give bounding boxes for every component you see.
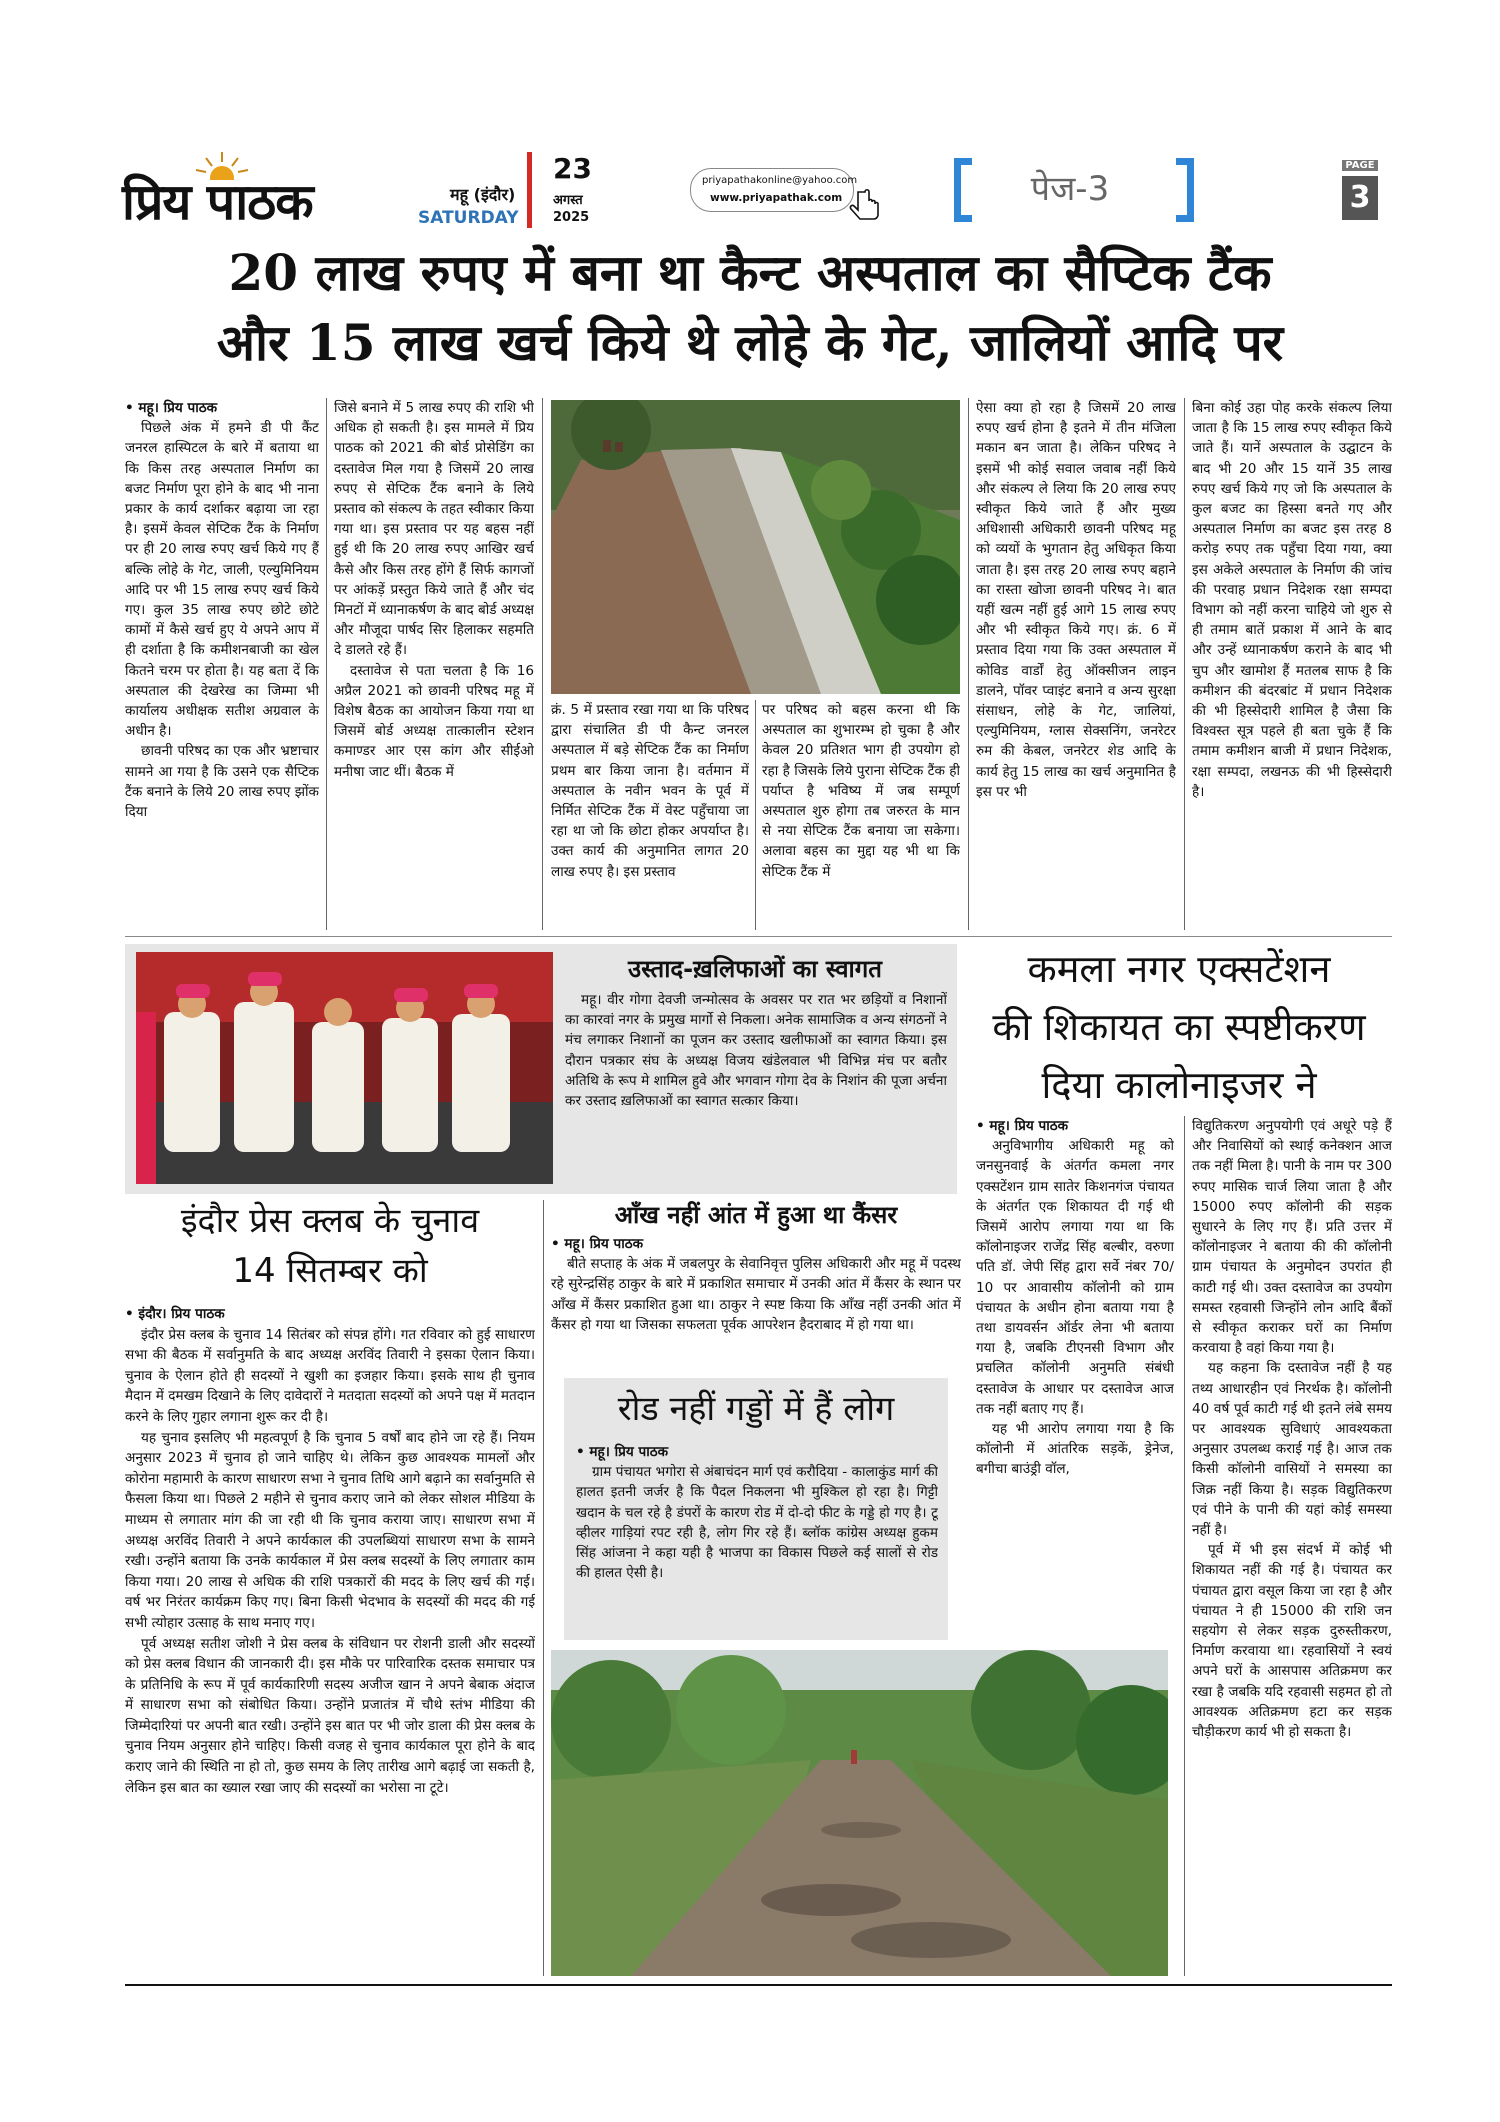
pressclub-headline-1: इंदौर प्रेस क्लब के चुनाव <box>180 1201 480 1241</box>
pressclub-headline-2: 14 सितम्बर को <box>232 1251 428 1291</box>
cancer-headline: आँख नहीं आंत में हुआ था कैंसर <box>614 1201 898 1229</box>
paragraph: पूर्व में भी इस संदर्भ में कोई भी शिकायत नहीं की गई है। पंचायत कर पंचायत द्वारा वसूल किया जा रहा है और पंचायत ने ही 15000 की राशि जन सहयोग से लेकर सड़क दुरुस्तीकरण, निर्माण करवाया था। रहवासियों ने स्वयं अपने घरों के आसपास अतिक्रमण कर रखा है जबकि यदि रहवासी सहमत हो तो आवश्यक अतिक्रमण हटा कर सड़क चौड़ीकरण कार्य भी हो सकता है। <box>1192 1542 1392 1741</box>
road-headline: रोड नहीं गड्डों में हैं लोग <box>617 1389 895 1429</box>
septic-tank-photo <box>551 400 960 694</box>
potholed-road-photo <box>551 1650 1168 1976</box>
column-divider <box>755 700 756 930</box>
column-divider <box>543 1200 544 1976</box>
column-divider <box>1184 398 1185 930</box>
date-divider <box>527 152 532 228</box>
paragraph: पर परिषद को बहस करना थी कि अस्पताल का शुभारम्भ हो चुका है और केवल 20 प्रतिशत भाग ही उपयोग हो रहा है जिसके लिये पुराना सेप्टिक टैंक ही पर्याप्त है भविष्य में जब सम्पूर्ण अस्पताल शुरु होगा तब जरुरत के मान से नया सेप्टिक टैंक बनाया जा सकेगा। अलावा बहस का मुद्दा यह भी था कि सेप्टिक टैंक में <box>762 702 960 880</box>
left-bracket <box>954 158 972 222</box>
byline: • महू। प्रिय पाठक <box>976 1118 1069 1134</box>
byline: • महू। प्रिय पाठक <box>125 400 218 416</box>
kamla-headline-1: कमला नगर एक्सटेंशन <box>1027 947 1331 991</box>
logo-text: प्रिय पाठक <box>122 172 313 231</box>
column-divider <box>326 398 327 930</box>
paragraph: विद्युतिकरण अनुपयोगी एवं अधूरे पड़े हैं और निवासियों को स्थाई कनेक्शन आज तक नहीं मिला है। पानी के नाम पर 300 रुपए मासिक चार्ज लिया जाता है और 15000 रुपए कॉलोनी की सड़क सुधारने के लिए गए हैं। प्रति उत्तर में कॉलोनाइजर ने बताया की की कॉलोनी ग्राम पंचायत के अनुमोदन उपरांत ही काटी गई थी। उक्त दस्तावेज का उपयोग समस्त रहवासी जिन्होंने लोन आदि बैंकों से स्वीकृत कराकर घरों का निर्माण करवाया है वहां किया गया है। <box>1192 1118 1392 1357</box>
lead-column-3 <box>551 700 749 930</box>
date-day: 23 <box>553 152 592 185</box>
paragraph: जिसे बनाने में 5 लाख रुपए की राशि भी अधिक हो सकती है। इस मामले में प्रिय पाठक को 2021 की बोर्ड प्रोसेडिंग का दस्तावेज मिल गया है जिसमें 20 लाख रुपए से सेप्टिक टैंक बनाने के लिये प्रस्ताव को संकल्प के तहत स्वीकार किया गया था। इस प्रस्ताव पर यह बहस नहीं हुई थी कि 20 लाख रुपए आखिर खर्च कैसे और किस तरह होंगे हैं सिर्फ कागजों पर आंकड़ें प्रस्तुत किये जाते हैं और चंद मिनटों में ध्यानाकर्षण के बाद बोर्ड अध्यक्ष और मौजूदा पार्षद सिर हिलाकर सहमति दे डालते रहे हैं। <box>334 400 534 659</box>
column-divider <box>1184 1116 1185 1976</box>
paragraph: पिछले अंक में हमने डी पी कैंट जनरल हास्पिटल के बारे में बताया था कि किस तरह अस्पताल निर्माण का बजट निर्माण पूरा होने के बाद भी नाना प्रकार के कार्य दर्शाकर बढ़ाया जा रहा है। इसमें केवल सेप्टिक टैंक के निर्माण पर ही 20 लाख रुपए खर्च किये गए हैं बल्कि लोहे के गेट, जाली, एल्युमिनियम आदि पर भी 15 लाख रुपए खर्च किये गए। कुल 35 लाख रुपए छोटे छोटे कामों में कैसे खर्च हुए ये अपने आप में ही दर्शाता है कि कमीशनबाजी का खेल कितने चरम पर होता है। यह बता दें कि अस्पताल की देखरेख का जिम्मा भी कार्यालय अधीक्षक सतीश अग्रवाल के अधीन है। <box>125 420 319 740</box>
page-number: 3 <box>1342 176 1378 220</box>
paragraph: अनुविभागीय अधिकारी महू को जनसुनवाई के अंतर्गत कमला नगर एक्सटेंशन ग्राम सातेर किशनगंज पंचायत के अंतर्गत एक शिकायत दी गई थी जिसमें आरोप लगाया गया था कि कॉलोनाइजर राजेंद्र सिंह बल्बीर, वरुणा पति डॉ. जेपी सिंह द्वारा सर्वे नंबर 70/ 10 पर आवासीय कॉलोनी को ग्राम पंचायत के अधीन होना बताया गया है तथा डायवर्सन ऑर्डर लेना भी बताया गया है, जबकि टीएनसी विभाग और प्रचलित कॉलोनी अनुमति संबंधी दस्तावेज के आधार पर दस्तावेज आज तक नहीं बताए गए हैं। <box>976 1138 1174 1417</box>
paragraph: यह चुनाव इसलिए भी महत्वपूर्ण है कि चुनाव 5 वर्षों बाद होने जा रहे हैं। नियम अनुसार 2023 में चुनाव हो जाने चाहिए थे। लेकिन कुछ आवश्यक मामलों और कोरोना महामारी के कारण साधारण सभा ने चुनाव तिथि आगे बढ़ाने का सर्वानुमति से फैसला किया था। पिछले 2 महीने से चुनाव कराए जाने को लेकर सोशल मीडिया के माध्यम से लगातार मांग की जा रही थी कि चुनाव कराया जाए। साधारण सभा में अध्यक्ष अरविंद तिवारी ने अपने कार्यकाल की उपलब्धियां साधारण सभा के सामने रखी। उन्होंने बताया कि उनके कार्यकाल में प्रेस क्लब सदस्यों के लिए लगातार काम किया गया। 20 लाख से अधिक की राशि पत्रकारों की मदद के लिए खर्च की गई। वर्ष भर निरंतर कार्यक्रम किए गए। बिना किसी भेदभाव के सदस्यों की मदद की गई सभी त्योहार उत्साह के साथ मनाए गए। <box>125 1429 535 1631</box>
cancer-body <box>551 1234 961 1374</box>
email: priyapathakonline@yahoo.com <box>702 175 858 186</box>
paragraph: इंदौर प्रेस क्लब के चुनाव 14 सितंबर को संपन्न होंगे। गत रविवार को हुई साधारण सभा की बैठक में सर्वानुमति के बाद अध्यक्ष अरविंद तिवारी ने इसका ऐलान किया। चुनाव के ऐलान होते ही सदस्यों ने खुशी का इजहार किया। इसके साथ ही चुनाव मैदान में दमखम दिखाने के लिए दावेदारों ने मतदाता सदस्यों को अपने पक्ष में मतदान करने के लिए गुहार लगाना शुरू कर दी है। <box>125 1326 535 1425</box>
column-divider <box>968 398 969 930</box>
lead-column-2 <box>334 398 534 930</box>
byline: • महू। प्रिय पाठक <box>551 1236 644 1252</box>
pressclub-body <box>125 1304 535 1976</box>
paragraph: क्रं. 5 में प्रस्ताव रखा गया था कि परिषद द्वारा संचालित डी पी कैन्ट जनरल अस्पताल में बड़े सेप्टिक टैंक का निर्माण प्रथम बार किया जाना है। वर्तमान में अस्पताल के नवीन भवन के पूर्व में निर्मित सेप्टिक टैंक में वेस्ट पहुँचाया जा रहा था जो कि छोटा होकर अपर्याप्त है। उक्त कार्य की अनुमानित लागत 20 लाख रुपए है। इस प्रस्ताव <box>551 702 749 880</box>
welcome-body <box>565 990 947 1186</box>
paragraph: यह कहना कि दस्तावेज नहीं है यह तथ्य आधारहीन एवं निरर्थक है। कॉलोनी 40 वर्ष पूर्व काटी गई थी इतने लंबे समय पर आवश्यक सुविधाएं आवश्यकता अनुसार उपलब्ध कराई गई है। आज तक किसी कॉलोनी वासियों ने समस्या का जिक्र नहीं किया है। सड़क विद्युतिकरण एवं पीने के पानी की यहां कोई समस्या नहीं है। <box>1192 1360 1392 1539</box>
hand-cursor-icon <box>846 188 884 226</box>
lead-headline-1: 20 लाख रुपए में बना था कैन्ट अस्पताल का सैप्टिक टैंक <box>228 243 1272 302</box>
byline: • महू। प्रिय पाठक <box>576 1444 669 1460</box>
welcome-stage-photo <box>136 952 553 1184</box>
masthead <box>0 150 1500 230</box>
paragraph: महू। वीर गोगा देवजी जन्मोत्सव के अवसर पर रात भर छड़ियों व निशानों का कारवां नगर के प्रमुख मार्गो से निकला। अनेक सामाजिक व अन्य संगठनों ने मंच लगाकर निशानों का पूजन कर उस्ताद खलीफाओं का स्वागत किया। इस दौरान पत्रकार संघ के अध्यक्ष विजय खंडेलवाल भी विभिन्न मंच पर बतौर अतिथि के रूप मे शामिल हुवे और भगवान गोगा देव के निशांन की पूजा अर्चना कर उस्ताद ख़लिफाओं का स्वागत सत्कार किया। <box>565 992 947 1110</box>
welcome-headline: उस्ताद-ख़लिफाओं का स्वागत <box>628 955 882 983</box>
paragraph: पूर्व अध्यक्ष सतीश जोशी ने प्रेस क्लब के संविधान पर रोशनी डाली और सदस्यों को प्रेस क्लब विधान की जानकारी दी। इस मौके पर पारिवारिक दस्तक समाचार पत्र के प्रतिनिधि के रूप में पूर्व कार्यकारिणी सदस्य अजीज खान ने अपने बेबाक अंदाज में साधारण सभा को संबोधित किया। उन्होंने प्रजातंत्र में चौथे स्तंभ मीडिया की जिम्मेदारियां पर अपनी बात रखी। उन्होंने इस बात पर भी जोर डाला की प्रेस क्लब के चुनाव नियम अनुसार होने चाहिए। किसी वजह से चुनाव कार्यकाल पूरा होने के बाद कराए जाने की स्थिति ना हो तो, कुछ समय के लिए तारीख आगे बढ़ाई जा सकती है, लेकिन इस बात का ख्याल रखा जाए की सदस्यों का भरोसा ना टूटे। <box>125 1635 535 1796</box>
kamla-headline-3: दिया कालोनाइजर ने <box>1041 1063 1317 1107</box>
kamla-column-1 <box>976 1116 1174 1596</box>
kamla-column-2 <box>1192 1116 1392 1976</box>
paragraph: दस्तावेज से पता चलता है कि 16 अप्रैल 2021 को छावनी परिषद महू में विशेष बैठक का आयोजन किया गया था जिसमें बोर्ड अध्यक्ष तात्कालीन स्टेशन कमाण्डर आर एस कांग और सीईओ मनीषा जाट थीं। बैठक में <box>334 662 534 780</box>
paragraph: ऐसा क्या हो रहा है जिसमें 20 लाख रुपए खर्च होना है इतने में तीन मंजिला मकान बन जाता है। लेकिन परिषद ने इसमें भी कोई सवाल जवाब नहीं किये और संकल्प ले लिया कि 20 लाख रुपए स्वीकृत किये जाते हैं और मुख्य अधिशासी अधिकारी छावनी परिषद महू को व्ययों के भुगतान हेतु अधिकृत किया जाता है। इस तरह 20 लाख रुपए बहाने का रास्ता खोजा छावनी परिषद ने। बात यहीं खत्म नहीं हुई आगे 15 लाख रुपए और भी स्वीकृत किये गए। क्रं. 6 में प्रस्ताव दिया गया कि उक्त अस्पताल में कोविड वार्डों हेतु ऑक्सीजन लाइन डालने, पॉवर प्वाइंट बनाने व अन्य सुरक्षा संसाधन, लोहे के गेट, जालियां, एल्युमिनियम, ग्लास सेक्सनिंग, जनरेटर रुम की केबल, जनरेटर शेड आदि के कार्य हेतु 15 लाख का खर्च अनुमानित है इस पर भी <box>976 400 1176 800</box>
lead-column-1 <box>125 398 319 930</box>
column-divider <box>542 398 543 930</box>
city: महू (इंदौर) <box>450 185 516 204</box>
lead-column-5 <box>976 398 1176 930</box>
lead-column-4 <box>762 700 960 930</box>
website-link[interactable]: www.priyapathak.com <box>710 192 843 204</box>
page-word: PAGE <box>1342 160 1378 171</box>
weekday: SATURDAY <box>418 208 519 228</box>
paragraph: बीते सप्ताह के अंक में जबलपुर के सेवानिवृत्त पुलिस अधिकारी और महू में पदस्थ रहे सुरेन्द्रसिंह ठाकुर के बारे में प्रकाशित समाचार में उनकी आंत में कैंसर के स्थान पर आँख में कैंसर प्रकाशित हुआ था। ठाकुर ने स्पष्ट किया कि आँख नहीं उनकी आंत में कैंसर हो गया था जिसका सफलता पूर्वक आपरेशन हैदराबाद में हो गया था। <box>551 1256 961 1333</box>
road-body <box>576 1442 938 1634</box>
footer-rule <box>125 1984 1392 1986</box>
page-label: पेज-3 <box>1030 169 1110 209</box>
section-divider <box>125 936 1392 937</box>
lead-column-6 <box>1192 398 1392 930</box>
paragraph: यह भी आरोप लगाया गया है कि कॉलोनी में आंतरिक सड़कें, ड्रेनेज, बगीचा बाउंड्री वॉल, <box>976 1421 1174 1478</box>
byline: • इंदौर। प्रिय पाठक <box>125 1306 225 1322</box>
right-bracket <box>1176 158 1194 222</box>
date-year: 2025 <box>553 210 590 225</box>
logo <box>122 150 372 230</box>
paragraph: छावनी परिषद का एक और भ्रष्टाचार सामने आ गया है कि उसने एक सैप्टिक टैंक बनाने के लिये 20 लाख रुपए झोंक दिया <box>125 743 319 821</box>
paragraph: ग्राम पंचायत भगोरा से अंबाचंदन मार्ग एवं करौदिया - कालाकुंड मार्ग की हालत इतनी जर्जर है कि पैदल निकलना भी मुश्किल हो रहा है। गिट्टी खदान के चल रहे है डंपरों के कारण रोड में दो-दो फीट के गड्डे हो गए है। टू व्हीलर गाड़ियां रपट रही है, लोग गिर रहे हैं। ब्लॉक कांग्रेस अध्यक्ष हुकम सिंह आंजना ने कहा यही है भाजपा का विकास पिछले कई सालों से रोड की हालत ऐसी है। <box>576 1464 938 1582</box>
date-month: अगस्त <box>553 193 583 208</box>
paragraph: बिना कोई उहा पोह करके संकल्प लिया जाता है कि 15 लाख रुपए स्वीकृत किये जाते हैं। यानें अस्पताल के उद्घाटन के बाद भी 20 और 15 यानें 35 लाख रुपए खर्च किये गए जो कि अस्पताल के कुल बजट का हिस्सा बनते गए और अस्पताल निर्माण का बजट इस तरह 8 करोड़ रुपए तक पहुँचा दिया गया, क्या इस अकेले अस्पताल के निर्माण की जांच की परवाह प्रधान निदेशक रक्षा सम्पदा विभाग को नहीं करना चाहिये जो शुरु से ही तमाम बातें प्रकाश में आने के बाद और उन्हें ध्यानाकर्षण कराने के बाद भी चुप और खामोश हैं मतलब साफ है कि कमीशन की बंदरबांट में प्रधान निदेशक की भी हिस्सेदारी शामिल है जैसा कि विश्वस्त सूत्र पहले ही बता चुके हैं कि तमाम कमीशन बाजी में प्रधान निदेशक, रक्षा सम्पदा, लखनऊ की भी हिस्सेदारी है। <box>1192 400 1392 800</box>
kamla-headline-2: की शिकायत का स्पष्टीकरण <box>992 1005 1366 1049</box>
lead-headline-2: और 15 लाख खर्च किये थे लोहे के गेट, जालियों आदि पर <box>216 313 1284 372</box>
